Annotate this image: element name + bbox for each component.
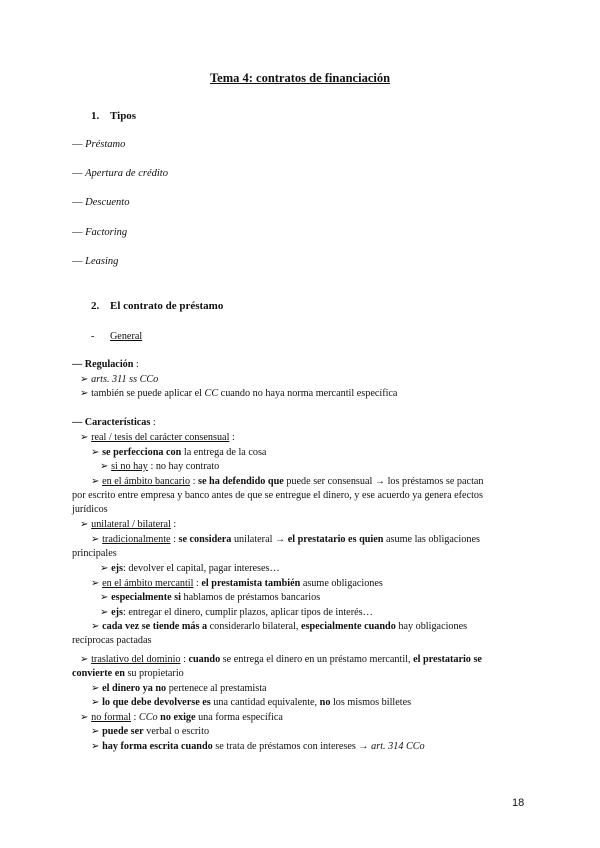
arrow-icon: ➢ [80,374,89,385]
arrow-icon: ➢ [91,683,100,694]
type-label: Préstamo [85,139,126,150]
item-text: una cantidad equivalente, [210,697,320,708]
colon: : [150,417,156,428]
type-label: Factoring [85,227,128,238]
dash: — [72,139,83,150]
arrow-icon: ➢ [91,447,100,458]
list-item-continuation: principales [72,548,117,559]
dash: — [72,197,83,208]
type-label: Leasing [85,256,119,267]
list-item-continuation [72,667,184,681]
item-text: pertenece al prestamista [166,683,267,694]
dash: — [72,168,83,179]
list-item [80,518,176,532]
item-text: la entrega de la cosa [181,447,267,458]
item-text: no formal [91,712,131,723]
type-label: Descuento [85,197,130,208]
list-item [80,711,283,725]
item-text: considerarlo bilateral, [207,621,301,632]
list-item [91,725,209,739]
section-number: 1. [91,110,100,122]
item-text: asume las obligaciones [383,534,480,545]
item-text: : [170,519,177,530]
item-text: unilateral → [231,534,288,545]
item-text: hablamos de préstamos bancarios [180,592,321,603]
item-text: : [190,476,199,487]
arrow-icon: ➢ [91,726,100,737]
item-text: hay obligaciones [395,621,468,632]
sub-marker: - [91,331,95,342]
list-item [80,431,235,445]
list-item [91,740,425,754]
list-item [80,373,158,387]
page-number: 18 [512,797,525,809]
item-text: en el ámbito bancario [102,476,191,487]
dash: — [72,359,83,370]
list-item-continuation: jurídicos [72,504,108,515]
item-text: se considera [178,534,232,545]
arrow-icon: ➢ [80,519,89,530]
arrow-icon: ➢ [100,461,109,472]
item-text: : [170,534,179,545]
arrow-icon: ➢ [100,592,109,603]
colon: : [133,359,139,370]
heading-label: Características [84,417,151,428]
arrow-icon: ➢ [91,741,100,752]
item-text: puede ser consensual → los préstamos se pactan [283,476,484,487]
type-item [72,139,125,150]
item-text: ejs [111,607,123,618]
type-label: Apertura de crédito [85,168,168,179]
list-item [100,460,219,474]
item-text: se perfecciona con [102,447,182,458]
item-text: si no hay [111,461,148,472]
item-text: se entrega el dinero en un préstamo mercantil, [220,654,414,665]
type-item [72,256,118,267]
item-text: : [193,578,202,589]
heading-label: Regulación [84,359,134,370]
item-text: una forma específica [195,712,283,723]
section-title: Tipos [110,110,137,122]
dash: — [72,256,83,267]
item-text: también se puede aplicar el [91,388,205,399]
arrow-icon: ➢ [80,712,89,723]
section-title: El contrato de préstamo [110,300,224,312]
dash: — [72,417,83,428]
type-item [72,168,168,179]
item-text: el dinero ya no [102,683,167,694]
item-text: no exige [157,712,196,723]
arrow-icon: ➢ [100,563,109,574]
list-item [91,620,467,634]
item-text: los mismos billetes [330,697,412,708]
type-item [72,197,129,208]
item-text: CC [204,388,219,399]
item-text: no [319,697,331,708]
item-text: el prestamista también [201,578,301,589]
item-text: se trata de préstamos con intereses → [212,741,372,752]
list-item [91,696,411,710]
type-item [72,227,127,238]
item-text: unilateral / bilateral [91,519,171,530]
arrow-icon: ➢ [100,607,109,618]
item-text: puede ser [102,726,144,737]
list-item [91,682,267,696]
list-item [91,446,266,460]
item-text: : entregar el dinero, cumplir plazos, aplicar tipos de interés… [122,607,373,618]
item-text: : [180,654,189,665]
item-text: arts. 311 ss CCo [91,374,159,385]
item-text: asume obligaciones [300,578,383,589]
item-text: tradicionalmente [102,534,171,545]
arrow-icon: ➢ [91,621,100,632]
arrow-icon: ➢ [91,697,100,708]
item-text: convierte en [72,668,125,679]
page-title: Tema 4: contratos de financiación [209,71,391,85]
list-item [91,475,484,489]
caracteristicas-heading [72,416,156,430]
item-text: verbal o escrito [143,726,210,737]
item-text: art. 314 CCo [371,741,425,752]
item-text: hay forma escrita cuando [102,741,213,752]
list-item [80,653,482,667]
item-text: : devolver el capital, pagar intereses… [122,563,280,574]
item-text: el prestatario se [413,654,482,665]
section-number: 2. [91,300,100,312]
item-text: su propietario [124,668,184,679]
arrow-icon: ➢ [91,476,100,487]
item-text: especialmente cuando [301,621,396,632]
list-item-continuation: recíprocas pactadas [72,635,152,646]
item-text: : [229,432,235,443]
list-item [100,562,280,576]
list-item [80,387,397,401]
section-2-heading [91,300,223,312]
item-text: : no hay contrato [147,461,220,472]
subsection-heading [91,330,142,344]
item-text: real / tesis del carácter consensual [91,432,230,443]
item-text: cada vez se tiende más a [102,621,208,632]
section-1-heading [91,110,136,122]
item-text: el prestatario es quien [287,534,384,545]
item-text: en el ámbito mercantil [102,578,194,589]
regulacion-heading [72,358,139,372]
arrow-icon: ➢ [91,534,100,545]
item-text: CCo [138,712,158,723]
subsection-title: General [109,331,143,342]
list-item [91,577,383,591]
arrow-icon: ➢ [91,578,100,589]
arrow-icon: ➢ [80,654,89,665]
item-text: traslativo del dominio [91,654,181,665]
dash: — [72,227,83,238]
item-text: ejs [111,563,123,574]
item-text: cuando [188,654,221,665]
item-text: cuando no haya norma mercantil específica [218,388,398,399]
item-text: : [130,712,139,723]
list-item [100,591,320,605]
item-text: se ha defendido que [198,476,284,487]
arrow-icon: ➢ [80,432,89,443]
arrow-icon: ➢ [80,388,89,399]
list-item [100,606,373,620]
list-item-continuation: por escrito entre empresa y banco antes de que se entregue el dinero, y ese acuerdo ya genera efectos [72,490,483,501]
list-item [91,533,480,547]
item-text: especialmente si [111,592,181,603]
item-text: lo que debe devolverse es [102,697,211,708]
